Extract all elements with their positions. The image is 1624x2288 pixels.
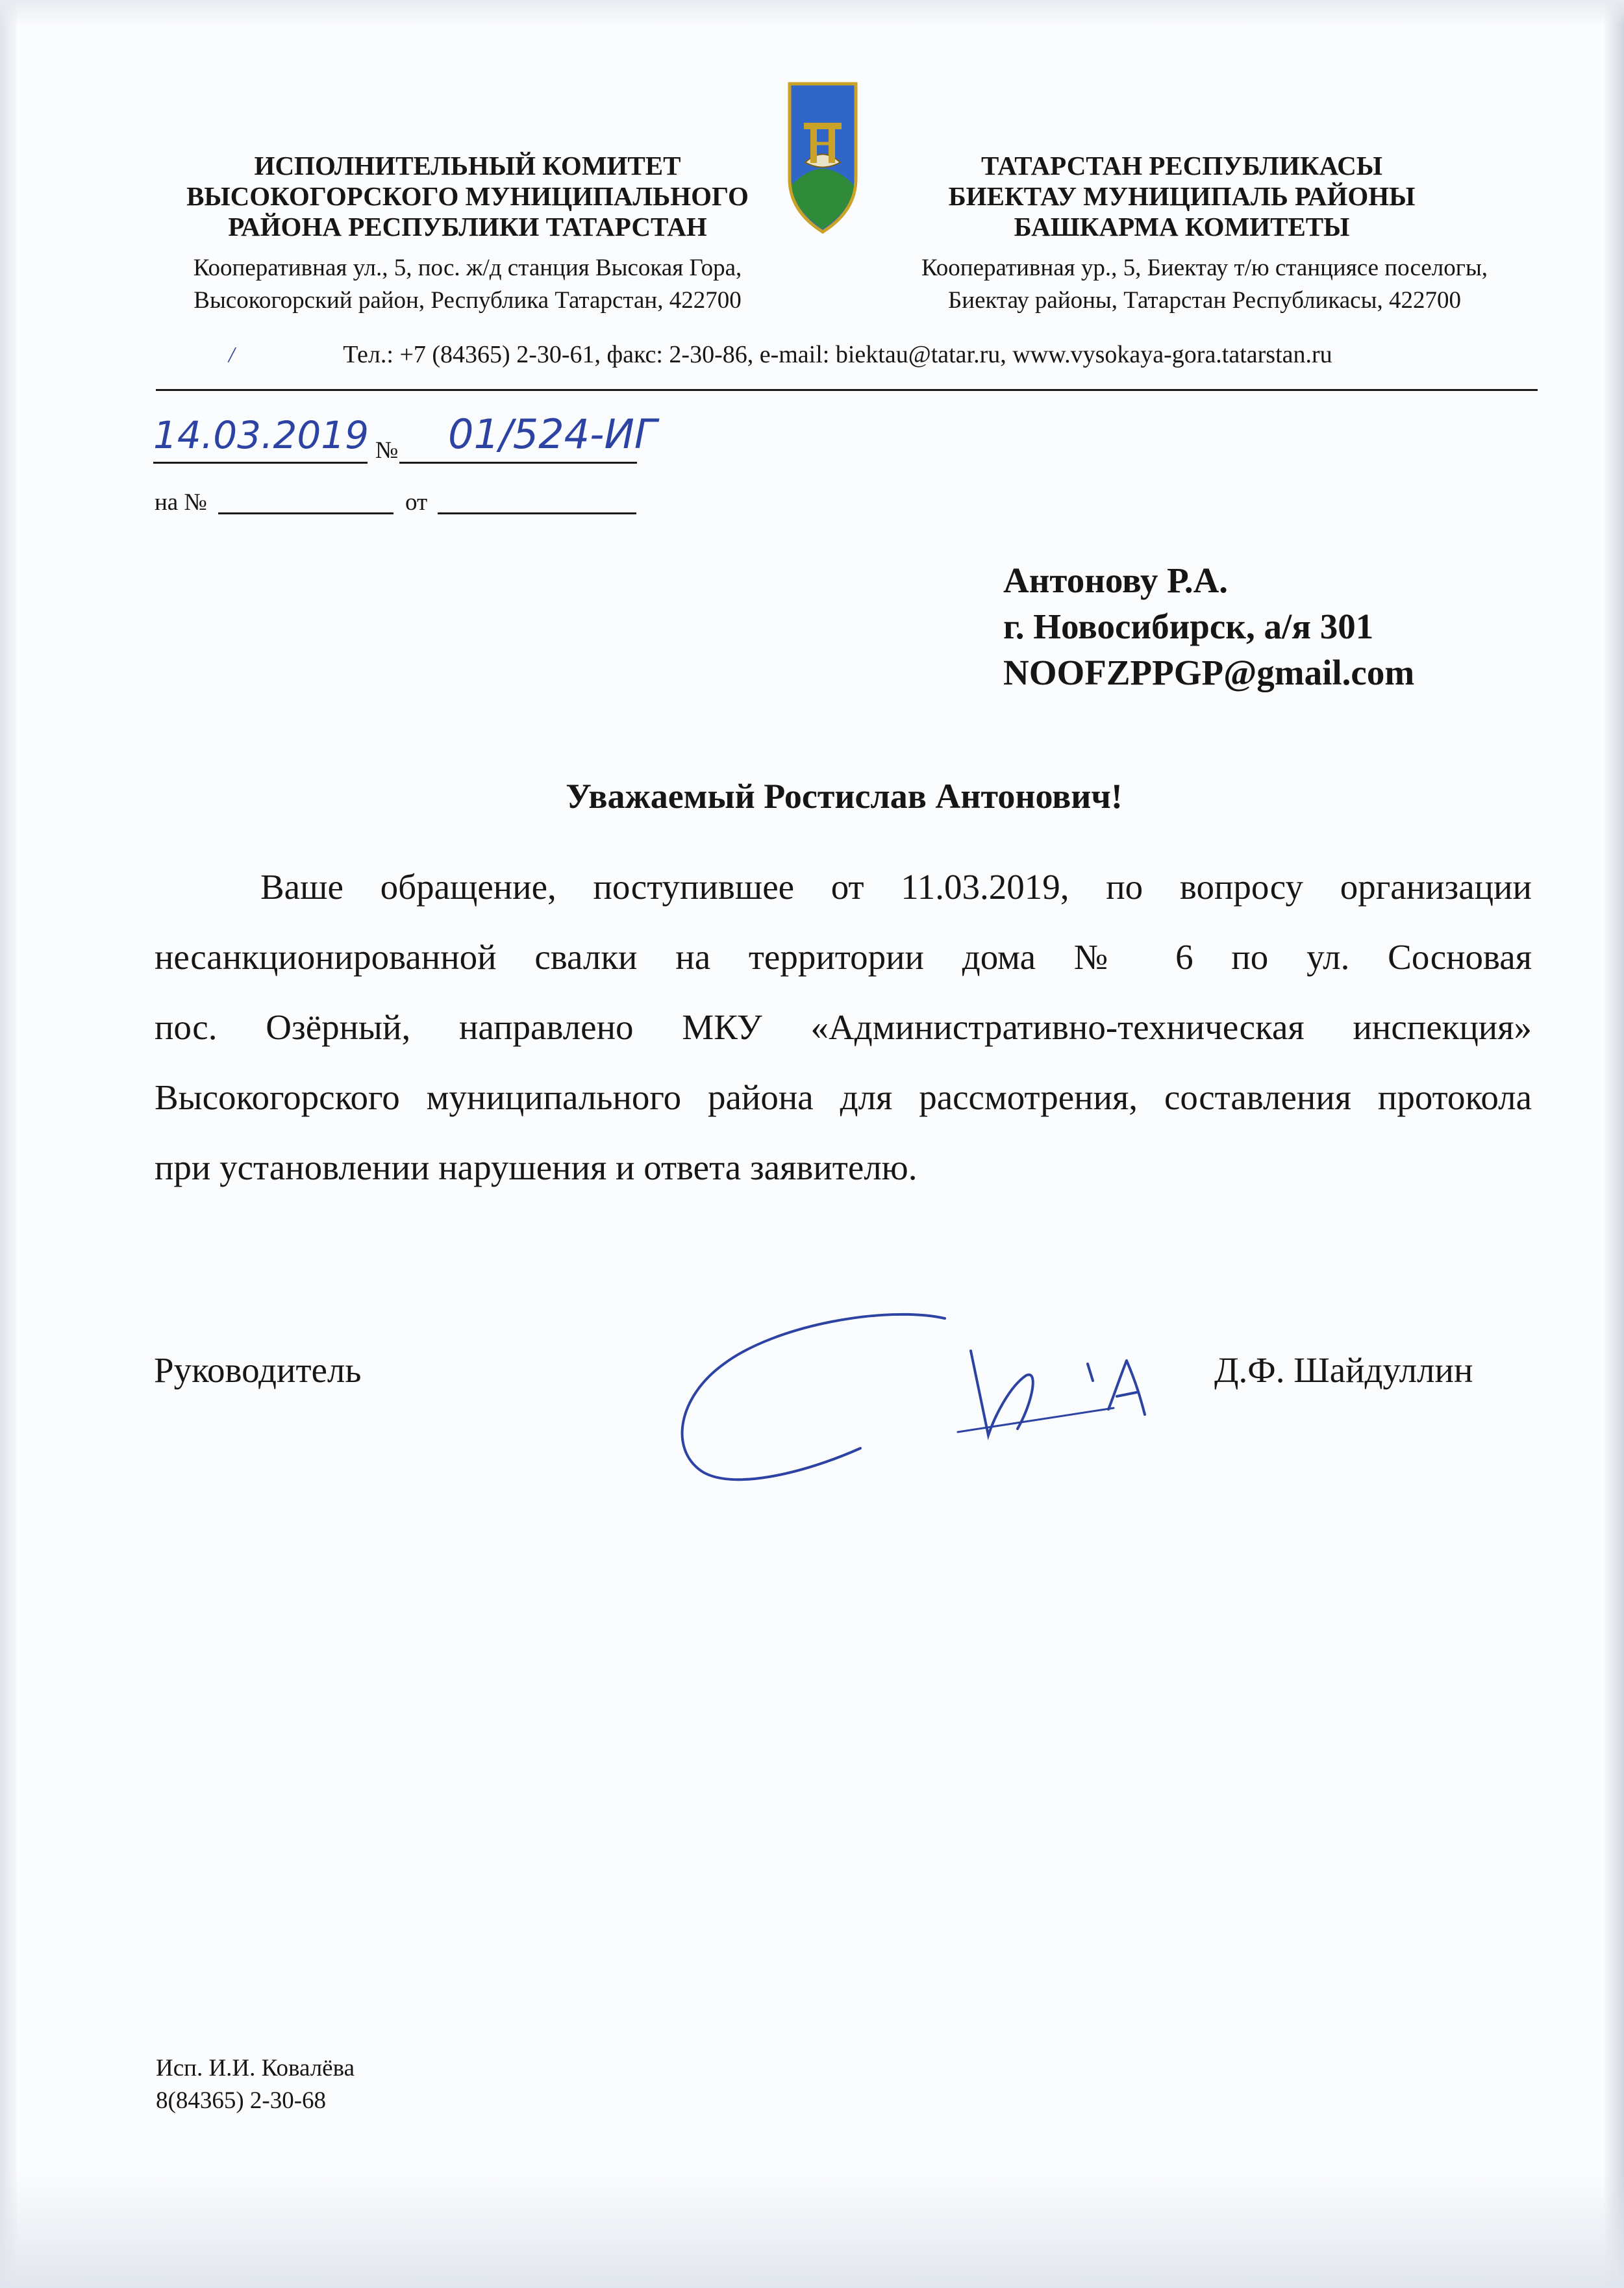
- scan-edge-bottom: [0, 2171, 1624, 2288]
- addressee-name: Антонову Р.А.: [1003, 560, 1229, 600]
- scan-edge-left: [0, 0, 17, 2288]
- letterhead-right-line: БАШКАРМА КОМИТЕТЫ: [1014, 212, 1350, 242]
- address-line: Высокогорский район, Республика Татарстан, 422700: [194, 287, 742, 314]
- handwritten-number: 01/524-ИГ: [448, 410, 657, 458]
- body-line: несанкционированной свалки на территории дома № 6 по ул. Сосновая: [155, 937, 1532, 977]
- scan-edge-right: [1605, 0, 1624, 2288]
- letterhead-right-title: [851, 151, 1513, 242]
- address-line: Кооперативная ул., 5, пос. ж/д станция Высокая Гора,: [193, 255, 742, 281]
- reply-number-underline: [218, 512, 394, 514]
- header-divider: [156, 389, 1538, 391]
- letterhead-contacts: Тел.: +7 (84365) 2-30-61, факс: 2-30-86, e-mail: biektau@tatar.ru, www.vysokaya-gora.tatarstan.ru: [343, 341, 1332, 368]
- letter-body: [155, 852, 1532, 1203]
- scan-edge-top: [0, 0, 1624, 26]
- number-underline: [399, 462, 637, 464]
- reply-date-underline: [438, 512, 636, 514]
- executor-name: Исп. И.И. Ковалёва: [156, 2055, 355, 2081]
- body-line: при установлении нарушения и ответа заявителю.: [155, 1148, 918, 1187]
- address-line: Биектау районы, Татарстан Республикасы, 422700: [948, 287, 1461, 314]
- pen-tick-mark: /: [229, 343, 235, 367]
- address-line: Кооперативная ур., 5, Биектау т/ю станциясе поселогы,: [921, 255, 1488, 281]
- executor-phone: 8(84365) 2-30-68: [156, 2087, 327, 2114]
- handwritten-date: 14.03.2019: [153, 413, 369, 457]
- addressee-email: NOOFZPPGP@gmail.com: [1003, 653, 1415, 692]
- date-underline: [153, 462, 368, 464]
- number-symbol: №: [375, 437, 399, 464]
- signatory-name: Д.Ф. Шайдуллин: [1214, 1350, 1473, 1390]
- from-label: от: [405, 489, 428, 516]
- letterhead-left-line: ИСПОЛНИТЕЛЬНЫЙ КОМИТЕТ: [254, 151, 681, 181]
- signatory-role: Руководитель: [154, 1350, 362, 1390]
- letterhead-left-address: [140, 252, 795, 317]
- body-line: пос. Озёрный, направлено МКУ «Административно-техническая инспекция»: [155, 1007, 1532, 1047]
- coat-of-arms-emblem: [787, 81, 858, 237]
- letterhead-left-line: РАЙОНА РЕСПУБЛИКИ ТАТАРСТАН: [228, 212, 707, 242]
- executor-block: [156, 2052, 355, 2117]
- letterhead-right-address: [864, 252, 1545, 317]
- letterhead-right-line: ТАТАРСТАН РЕСПУБЛИКАСЫ: [981, 151, 1383, 181]
- body-line: Высокогорского муниципального района для рассмотрения, составления протокола: [155, 1077, 1532, 1117]
- addressee-block: [1003, 557, 1414, 696]
- greeting: Уважаемый Ростислав Антонович!: [566, 777, 1123, 816]
- letterhead-left-line: ВЫСОКОГОРСКОГО МУНИЦИПАЛЬНОГО: [186, 181, 749, 211]
- body-line: Ваше обращение, поступившее от 11.03.2019, по вопросу организации: [260, 867, 1532, 907]
- letterhead-left-title: [156, 151, 779, 242]
- reply-to-label: на №: [155, 489, 207, 516]
- addressee-address: г. Новосибирск, а/я 301: [1003, 607, 1374, 646]
- letterhead-right-line: БИЕКТАУ МУНИЦИПАЛЬ РАЙОНЫ: [948, 181, 1416, 211]
- handwritten-signature: [672, 1299, 1166, 1494]
